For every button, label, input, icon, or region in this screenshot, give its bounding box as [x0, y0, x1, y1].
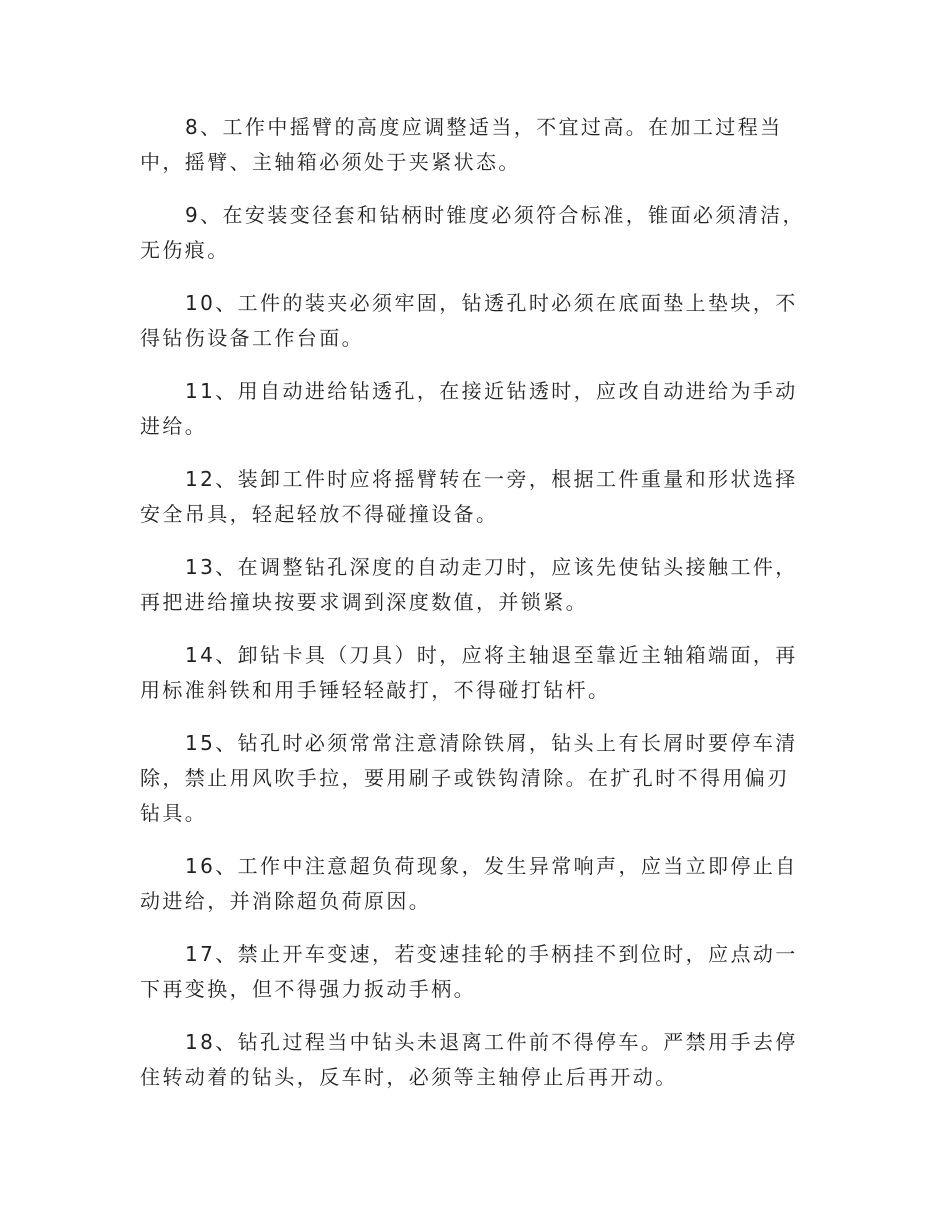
paragraph-item-8: 8、工作中摇臂的高度应调整适当，不宜过高。在加工过程当中，摇臂、主轴箱必须处于夹紧状态。	[140, 115, 783, 174]
paragraph-item-9: 9、在安装变径套和钻柄时锥度必须符合标准，锥面必须清洁，无伤痕。	[140, 203, 805, 262]
paragraph-item-11: 11、用自动进给钻透孔，在接近钻透时，应改自动进给为手动进给。	[140, 379, 798, 438]
paragraph-item-10: 10、工件的装夹必须牢固，钻透孔时必须在底面垫上垫块，不得钻伤设备工作台面。	[140, 291, 798, 350]
paragraph-item-14: 14、卸钻卡具（刀具）时，应将主轴退至靠近主轴箱端面，再用标准斜铁和用手锤轻轻敲打，不得碰打钻杆。	[140, 643, 798, 702]
paragraph-item-13: 13、在调整钻孔深度的自动走刀时，应该先使钻头接触工件，再把进给撞块按要求调到深度数值，并锁紧。	[140, 555, 798, 614]
paragraph-item-16: 16、工作中注意超负荷现象，发生异常响声，应当立即停止自动进给，并消除超负荷原因。	[140, 854, 798, 913]
document-body	[140, 110, 805, 1113]
paragraph-item-15: 15、钻孔时必须常常注意清除铁屑，钻头上有长屑时要停车清除，禁止用风吹手拉，要用刷子或铁钩清除。在扩孔时不得用偏刃钻具。	[140, 731, 798, 825]
paragraph-item-18: 18、钻孔过程当中钻头未退离工件前不得停车。严禁用手去停住转动着的钻头，反车时，必须等主轴停止后再开动。	[140, 1030, 798, 1089]
paragraph-item-17: 17、禁止开车变速，若变速挂轮的手柄挂不到位时，应点动一下再变换，但不得强力扳动手柄。	[140, 942, 798, 1001]
paragraph-item-12: 12、装卸工件时应将摇臂转在一旁，根据工件重量和形状选择安全吊具，轻起轻放不得碰撞设备。	[140, 467, 798, 526]
